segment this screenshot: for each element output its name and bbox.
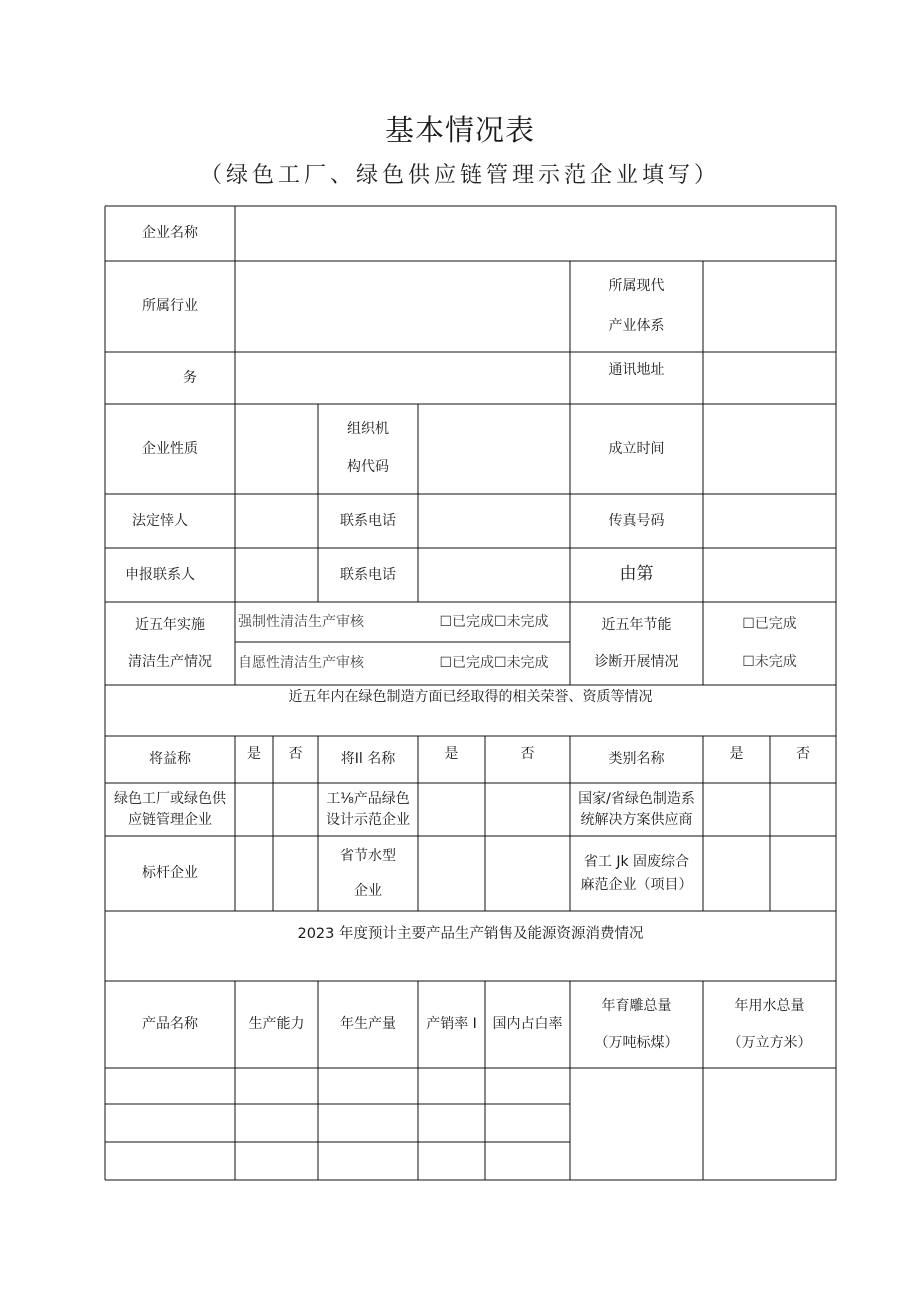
honor-green-design-line1: 工⅛产品绿色 <box>326 791 410 808</box>
honor-solution-provider-label <box>570 783 703 836</box>
col-product-header: 产品名称 <box>142 1016 198 1032</box>
modern-industry-label-line1: 所属现代 <box>608 278 665 295</box>
established-label: 成立时间 <box>608 440 665 457</box>
phone-input-2[interactable] <box>418 548 570 602</box>
honor-water-saving-label <box>318 836 418 911</box>
fax-input[interactable] <box>703 494 836 548</box>
honor-solid-waste-line1: 省工 Jk 固废综合 <box>583 854 690 871</box>
nature-input[interactable] <box>235 404 318 494</box>
mandatory-audit-label: 强制性清洁生产审核 <box>238 613 364 630</box>
honor-green-design-line2: 设计示范企业 <box>326 811 410 828</box>
page-subtitle: （绿色工厂、绿色供应链管理示范企业填写） <box>199 163 720 188</box>
org-code-label-line2: 构代码 <box>347 459 389 475</box>
legal-rep-input[interactable] <box>235 494 318 548</box>
col-energy-header-line2: （万吨标煤） <box>594 1034 679 1051</box>
honor-green-factory-label <box>105 783 235 836</box>
col-output-header: 年生产量 <box>340 1016 396 1032</box>
energy-diagnosis-label-line1: 近五年节能 <box>601 617 672 634</box>
modern-industry-input[interactable] <box>703 261 836 352</box>
honor-yes-header-2: 是 <box>444 745 459 762</box>
honor-no-header-3: 否 <box>796 745 810 762</box>
industry-label: 所属行业 <box>142 298 198 314</box>
honor-green-design-label <box>318 783 418 836</box>
phone-label-2: 联系电话 <box>340 566 396 583</box>
production-section-title: 2023 年度预计主要产品生产销售及能源资源消费情况 <box>297 926 644 943</box>
product-row-3-name[interactable] <box>105 1142 235 1180</box>
honor-yes-header-1: 是 <box>247 745 261 762</box>
established-input[interactable] <box>703 404 836 494</box>
honor-solid-waste-label <box>570 836 703 911</box>
product-row-2-name[interactable] <box>105 1104 235 1142</box>
honor-no-header-2: 否 <box>520 745 535 762</box>
col-capacity-header: 生产能力 <box>248 1016 305 1032</box>
honors-section-title: 近五年内在绿色制造方面已经取得的相关荣誉、资质等情况 <box>288 688 653 705</box>
business-label: 务 <box>183 369 197 386</box>
col-water-header-line1: 年用水总量 <box>734 998 805 1015</box>
honor-green-factory-line2: 应链管理企业 <box>128 811 212 828</box>
honor-water-saving-line2: 企业 <box>354 882 382 899</box>
honor-no-header-1: 否 <box>288 745 303 762</box>
phone-label-1: 联系电话 <box>340 512 396 529</box>
honor-name-header-3: 类别名称 <box>608 751 665 767</box>
modern-industry-label <box>570 261 703 352</box>
energy-done-checkbox[interactable]: ☐已完成 <box>742 615 797 632</box>
col-energy-header <box>570 981 703 1068</box>
clean-production-label-line2: 清洁生产情况 <box>128 653 212 670</box>
phone-input-1[interactable] <box>418 494 570 548</box>
applicant-input[interactable] <box>235 548 318 602</box>
fax-label: 传真号码 <box>608 512 665 529</box>
org-code-label <box>318 404 418 494</box>
org-code-input[interactable] <box>418 404 570 494</box>
clean-production-label-line1: 近五年实施 <box>135 617 205 634</box>
energy-not-done-checkbox[interactable]: ☐未完成 <box>742 653 797 670</box>
address-label: 通讯地址 <box>608 361 665 378</box>
product-row-1-name[interactable] <box>105 1068 235 1104</box>
clean-production-label <box>105 602 235 685</box>
mandatory-audit-status[interactable]: ☐已完成☐未完成 <box>439 613 549 630</box>
honor-green-factory-line1: 绿色工厂或绿色供 <box>114 791 226 808</box>
org-code-label-line1: 组织机 <box>347 421 389 438</box>
col-water-header <box>703 981 836 1068</box>
honor-name-header-1: 将益称 <box>149 751 191 767</box>
basic-info-table <box>105 206 836 1180</box>
col-sales-rate-header: 产销率 I <box>426 1016 477 1032</box>
honor-solid-waste-line2: 麻范企业（项目） <box>580 876 693 893</box>
col-water-header-line2: （万立方米） <box>727 1034 812 1051</box>
voluntary-audit-label: 自愿性清洁生产审核 <box>238 655 364 671</box>
modern-industry-label-line2: 产业体系 <box>608 317 665 334</box>
col-market-share-header: 国内占白率 <box>492 1016 563 1032</box>
address-input[interactable] <box>703 352 836 404</box>
honor-name-header-2: 将Il 名称 <box>340 751 396 767</box>
applicant-label: 申报联系人 <box>125 566 195 583</box>
legal-rep-label: 法定悻人 <box>132 512 188 529</box>
energy-diagnosis-status <box>703 602 836 685</box>
energy-total-input[interactable] <box>570 1068 703 1180</box>
company-name-label: 企业名称 <box>142 225 198 241</box>
nature-label: 企业性质 <box>142 440 198 457</box>
honor-yes-header-3: 是 <box>729 745 744 762</box>
water-total-input[interactable] <box>703 1068 836 1180</box>
postcode-input[interactable] <box>703 548 836 602</box>
energy-diagnosis-label-line2: 诊断开展情况 <box>594 653 679 670</box>
postcode-label: 由第 <box>619 564 654 585</box>
honor-solution-provider-line2: 统解决方案供应商 <box>580 811 693 828</box>
honor-water-saving-line1: 省节水型 <box>340 847 396 864</box>
honor-benchmark-label: 标杆企业 <box>142 865 198 881</box>
col-energy-header-line1: 年育雕总量 <box>601 998 672 1015</box>
business-input[interactable] <box>235 352 570 404</box>
energy-diagnosis-label <box>570 602 703 685</box>
voluntary-audit-status[interactable]: ☐已完成☐未完成 <box>439 655 549 671</box>
company-name-input[interactable] <box>235 206 836 261</box>
page-title: 基本情况表 <box>384 113 535 147</box>
industry-input[interactable] <box>235 261 570 352</box>
honor-solution-provider-line1: 国家/省绿色制造系 <box>578 791 695 808</box>
